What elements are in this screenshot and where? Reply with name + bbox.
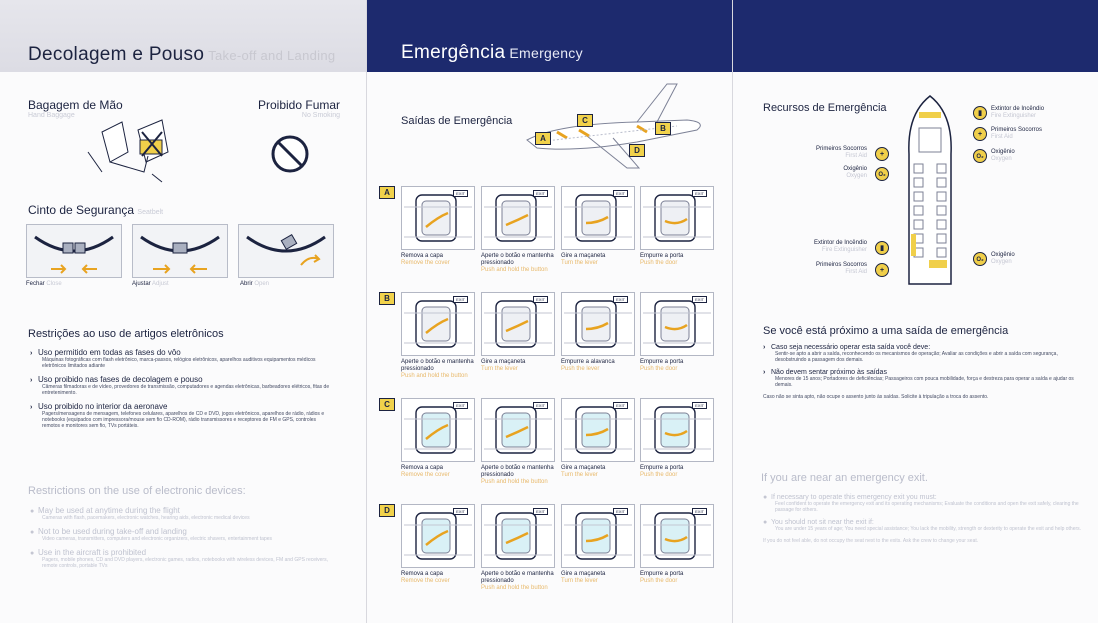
exit-sign: EXIT <box>453 508 468 515</box>
seatbelt-close-illustration <box>26 224 122 278</box>
cabin-layout-diagram <box>905 94 955 294</box>
step-caption-pt: Empurre a porta <box>640 571 684 577</box>
list-item: ● May be used at anytime during the flight Cameras with flash, pacemakers, electronic watches, hearing aids, electronic medical devices <box>30 506 250 521</box>
exit-step-illustration <box>401 186 475 250</box>
row-tag: D <box>379 504 395 517</box>
hand-baggage-illustration <box>82 112 192 184</box>
exit-sign: EXIT <box>692 402 707 409</box>
step-caption-en: Turn the lever <box>561 578 598 584</box>
step-caption <box>640 571 720 585</box>
step-caption-pt: Gire a maçaneta <box>561 571 606 577</box>
exit-sign: EXIT <box>692 296 707 303</box>
page-title: Emergência Emergency <box>401 42 583 63</box>
restrictions-list <box>30 348 330 435</box>
exit-step-illustration <box>561 504 635 568</box>
step-caption-pt: Empurre a alavanca <box>561 359 615 365</box>
plane-label-d: D <box>629 144 645 157</box>
exit-sign: EXIT <box>453 190 468 197</box>
label-oxygen-rear: Oxigênio Oxygen <box>991 252 1015 265</box>
exit-sign: EXIT <box>692 190 707 197</box>
near-exit-title: Se você está próximo a uma saída de emergência <box>763 325 1009 337</box>
step-caption <box>481 359 561 373</box>
exit-sign: EXIT <box>533 508 548 515</box>
oxygen-icon: O₂ <box>973 252 987 266</box>
exits-title: Saídas de Emergência <box>401 115 513 127</box>
step-caption-en: Turn the lever <box>481 366 518 372</box>
exit-sign: EXIT <box>453 296 468 303</box>
label-extinguisher-rear: Extintor de Incêndio Fire Extinguisher <box>813 240 867 253</box>
exit-step-illustration <box>401 398 475 462</box>
near-exit-en-note: If you do not feel able, do not occupy the seat next to the exits. Ask the crew to change your seat. <box>763 538 979 544</box>
step-caption-en: Remove the cover <box>401 578 450 584</box>
step-caption <box>640 253 720 267</box>
header-band <box>733 0 1098 72</box>
legend-oxygen: Oxigênio Oxygen <box>991 149 1015 162</box>
resources-title: Recursos de Emergência <box>763 102 887 114</box>
exit-step-illustration <box>640 504 714 568</box>
list-item: › Caso seja necessário operar esta saída você deve: Sentir-se apto a abrir a saída, reconhecendo os mecanismos de operação; Avaliar as condições e abrir a saída com segurança, desobstruindo a passagem dos demais. <box>763 344 1058 363</box>
list-item: ● If necessary to operate this emergency exit you must: Feel confident to operate the emergency exit and its operating mechanisms; Evaluate the conditions and open the exit safely, clearing the passage for others. <box>763 494 1079 513</box>
label-oxygen-front: Oxigênio Oxygen <box>843 166 867 179</box>
near-exit-en-title: If you are near an emergency exit. <box>761 472 928 484</box>
step-caption <box>481 571 561 592</box>
exit-step-illustration <box>640 186 714 250</box>
list-item: ● You should not sit near the exit if: You are under 15 years of age; You need special assistance; You lack the mobility, strength or dexterity to operate the exit and help others. <box>763 519 1082 532</box>
step-caption-pt: Gire a maçaneta <box>561 253 606 259</box>
exit-step-illustration <box>481 292 555 356</box>
exit-sign: EXIT <box>613 508 628 515</box>
list-item: ● Use in the aircraft is prohibited Pagers, mobile phones, CD and DVD players, electronic games, radios, notebooks with wireless devices, FM and GPS receivers, remote controls, portable TVs <box>30 548 328 569</box>
oxygen-icon: O₂ <box>973 149 987 163</box>
step-caption-pt: Remova a capa <box>401 465 444 471</box>
exit-step-illustration <box>640 398 714 462</box>
caption-close: Fechar Close <box>26 281 62 287</box>
step-caption-en: Push the door <box>640 366 678 372</box>
step-caption-en: Push and hold the button <box>481 585 548 591</box>
panel-emergency-resources <box>732 0 1098 623</box>
near-exit-en-list <box>763 494 1083 544</box>
legend-extinguisher: Extintor de Incêndio Fire Extinguisher <box>991 106 1045 119</box>
near-exit-list <box>763 344 1083 400</box>
exit-step-illustration <box>481 186 555 250</box>
exit-sign: EXIT <box>613 402 628 409</box>
step-caption <box>561 359 641 373</box>
plane-label-b: B <box>655 122 671 135</box>
step-caption-pt: Empurre a porta <box>640 465 684 471</box>
step-caption <box>640 465 720 479</box>
exit-sign: EXIT <box>533 190 548 197</box>
step-caption-en: Remove the cover <box>401 260 450 266</box>
legend-first-aid: Primeiros Socorros First Aid <box>991 127 1043 140</box>
plane-label-a: A <box>535 132 551 145</box>
first-aid-icon: + <box>875 147 889 161</box>
step-caption-en: Push the door <box>640 472 678 478</box>
step-caption <box>561 571 641 585</box>
seatbelt-title: Cinto de Segurança Seatbelt <box>28 203 164 217</box>
step-caption-en: Push the lever <box>561 366 600 372</box>
step-caption-en: Push and hold the button <box>481 267 548 273</box>
page-title: Decolagem e Pouso Take-off and Landing <box>28 44 336 65</box>
panel-takeoff-landing <box>0 0 366 623</box>
step-caption-pt: Empurre a porta <box>640 359 684 365</box>
exit-sign: EXIT <box>613 190 628 197</box>
step-caption <box>401 359 481 380</box>
exit-step-illustration <box>401 504 475 568</box>
step-caption <box>481 253 561 274</box>
first-aid-icon: + <box>875 263 889 277</box>
list-item: › Uso proibido no interior da aeronave Pagers/mensagens de mensagem, telefones celulares, aparelhos de CD e DVD, jogos eletrônicos, aparelhos de rádio, rádios e notebooks (equipados com impressora/mouse sem fio CD-ROM), rádio transmissores e receptores de FM e GPS, controles remotos e monitores sem fio, TVs portáteis. <box>30 402 325 429</box>
panel-emergency <box>366 0 733 623</box>
restrictions-en-title: Restrictions on the use of electronic devices: <box>28 485 246 497</box>
step-caption-pt: Aperte o botão e mantenha pressionado <box>481 253 554 266</box>
list-item: › Não devem sentar próximo às saídas Menores de 15 anos; Portadores de deficiências; Passageiros com pouca mobilidade, força e destreza para operar a saída e ajudar os demais. <box>763 369 1074 388</box>
seatbelt-adjust-illustration <box>132 224 228 278</box>
step-caption-en: Remove the cover <box>401 472 450 478</box>
exit-step-illustration <box>561 292 635 356</box>
step-caption <box>401 465 481 479</box>
exit-sign: EXIT <box>533 296 548 303</box>
restrictions-title: Restrições ao uso de artigos eletrônicos <box>28 328 224 340</box>
first-aid-icon: + <box>973 127 987 141</box>
step-caption-pt: Remova a capa <box>401 571 444 577</box>
fire-extinguisher-icon: ▮ <box>875 241 889 255</box>
caption-open: Abrir Open <box>240 281 270 287</box>
step-caption-en: Push and hold the button <box>481 479 548 485</box>
fire-extinguisher-icon: ▮ <box>973 106 987 120</box>
step-caption <box>561 465 641 479</box>
step-caption-en: Push the door <box>640 260 678 266</box>
step-caption-pt: Aperte o botão e mantenha pressionado <box>401 359 474 372</box>
step-caption-en: Push and hold the button <box>401 373 468 379</box>
near-exit-note: Caso não se sinta apto, não ocupe o assento junto às saídas. Solicite à tripulação a troca do assento. <box>763 394 989 400</box>
step-caption-pt: Remova a capa <box>401 253 444 259</box>
exit-step-illustration <box>481 504 555 568</box>
exit-sign: EXIT <box>533 402 548 409</box>
exit-sign: EXIT <box>453 402 468 409</box>
exit-sign: EXIT <box>692 508 707 515</box>
plane-label-c: C <box>577 114 593 127</box>
step-caption-en: Turn the lever <box>561 260 598 266</box>
seatbelt-open-illustration <box>238 224 334 278</box>
step-caption-en: Turn the lever <box>561 472 598 478</box>
exit-step-illustration <box>401 292 475 356</box>
airplane-exits-illustration <box>517 78 717 178</box>
exit-step-illustration <box>561 398 635 462</box>
step-caption-pt: Gire a maçaneta <box>561 465 606 471</box>
step-caption-pt: Aperte o botão e mantenha pressionado <box>481 571 554 584</box>
step-caption-en: Push the door <box>640 578 678 584</box>
no-smoking-icon <box>270 134 310 174</box>
row-tag: B <box>379 292 395 305</box>
step-caption <box>401 253 481 267</box>
row-tag: C <box>379 398 395 411</box>
exit-step-illustration <box>640 292 714 356</box>
label-first-aid-front: Primeiros Socorros First Aid <box>815 146 867 159</box>
step-caption <box>481 465 561 486</box>
oxygen-icon: O₂ <box>875 167 889 181</box>
step-caption <box>640 359 720 373</box>
row-tag: A <box>379 186 395 199</box>
step-caption <box>401 571 481 585</box>
step-caption-pt: Gire a maçaneta <box>481 359 526 365</box>
caption-adjust: Ajustar Adjust <box>132 281 169 287</box>
exit-step-illustration <box>561 186 635 250</box>
hand-baggage-title: Bagagem de Mão Hand Baggage <box>28 98 123 119</box>
list-item: ● Not to be used during take-off and landing Video cameras, transmitters, computers and electronic organizers, electric shavers, entertainment tapes <box>30 527 273 542</box>
step-caption-pt: Aperte o botão e mantenha pressionado <box>481 465 554 478</box>
step-caption-pt: Empurre a porta <box>640 253 684 259</box>
list-item: › Uso proibido nas fases de decolagem e pouso Câmeras filmadoras e de vídeo, provedores de transmissão, computadores e agendas eletrônicas, barbeadores elétricos, fitas de entretenimento. <box>30 375 330 396</box>
step-caption <box>561 253 641 267</box>
exit-sign: EXIT <box>613 296 628 303</box>
exit-step-illustration <box>481 398 555 462</box>
list-item: › Uso permitido em todas as fases do vôo Máquinas fotográficas com flash eletrônico, marca-passos, relógios eletrônicos, aparelhos auditivos equipamentos médicos eletrônicos limitados adiante <box>30 348 316 369</box>
no-smoking-title: Proibido Fumar No Smoking <box>258 98 341 119</box>
restrictions-en-list <box>30 506 330 575</box>
label-first-aid-rear: Primeiros Socorros First Aid <box>815 262 867 275</box>
